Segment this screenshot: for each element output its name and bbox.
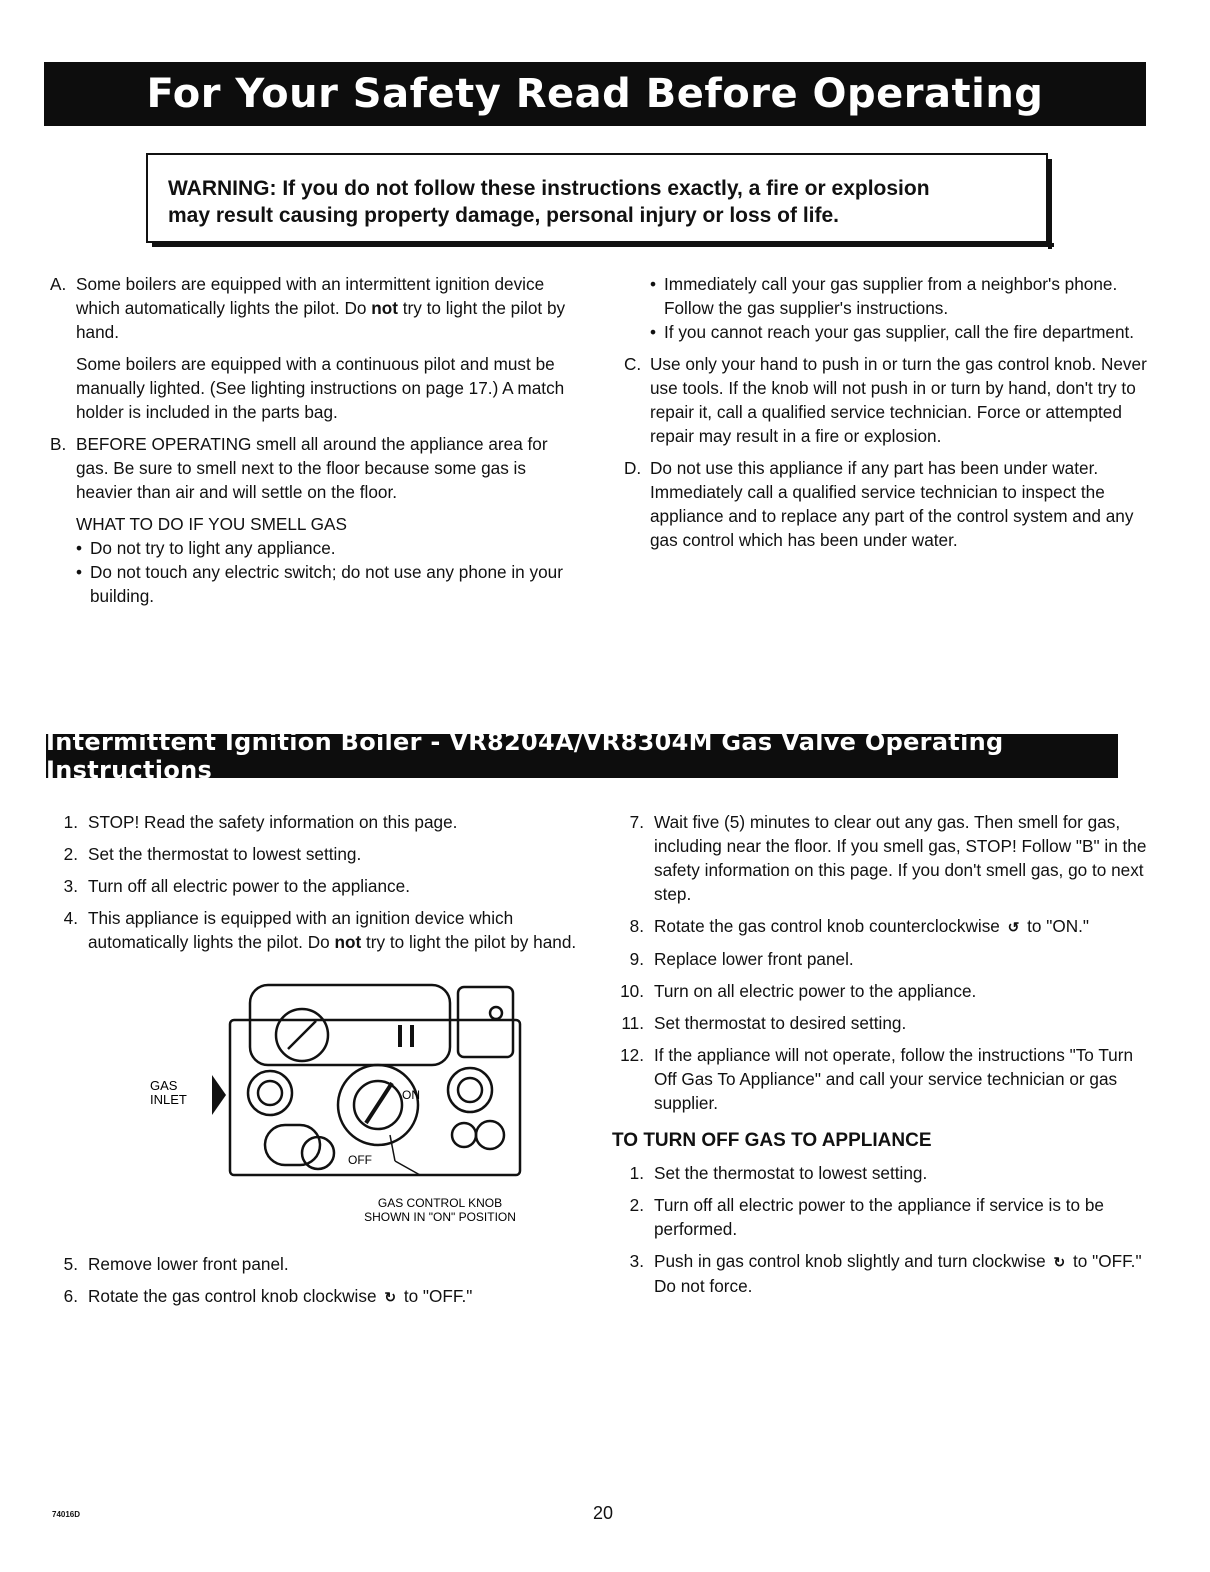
outlet-port-inner bbox=[458, 1078, 482, 1102]
gas-inlet-arrow-icon bbox=[212, 1075, 226, 1115]
text-span: try to light the pilot by hand. bbox=[76, 298, 566, 342]
item-a-paragraph-2: Some boilers are equipped with a continuous pilot and must be manually lighted. (See lighting instructions on page 17.) A match holder is included in the parts bag. bbox=[76, 354, 565, 422]
step-text: to "OFF." bbox=[403, 1286, 473, 1306]
clockwise-arrow-icon: ↻ bbox=[1053, 1254, 1066, 1270]
step-number: 7. bbox=[629, 812, 644, 832]
step-number: 8. bbox=[629, 916, 644, 936]
safety-right-column bbox=[620, 272, 1150, 560]
warning-text bbox=[168, 175, 1038, 229]
step-item bbox=[612, 1011, 1152, 1035]
step-number: 2. bbox=[63, 844, 78, 864]
regulator-slot bbox=[288, 1021, 316, 1049]
step-text: Turn on all electric power to the appliance. bbox=[654, 981, 977, 1001]
step-text: Remove lower front panel. bbox=[88, 1254, 289, 1274]
turnoff-step-item bbox=[612, 1193, 1152, 1241]
step-text: Rotate the gas control knob counterclockwise bbox=[654, 916, 1000, 936]
text-span: Some boilers are equipped with an intermittent ignition device which automatically lights the pilot. Do bbox=[76, 274, 545, 318]
instructions-banner-title: Intermittent Ignition Boiler - VR8204A/VR8304M Gas Valve Operating Instructions bbox=[46, 728, 1004, 784]
warning-box-shadow-right bbox=[1048, 159, 1052, 249]
step-text: This appliance is equipped with an ignition device which automatically lights the pilot. Do bbox=[88, 908, 514, 952]
safety-item-b bbox=[46, 432, 576, 608]
diagram-caption-2: SHOWN IN "ON" POSITION bbox=[364, 1210, 516, 1224]
step-number: 5. bbox=[63, 1254, 78, 1274]
step-number: 11. bbox=[621, 1013, 644, 1033]
bullet-item: • Do not touch any electric switch; do not use any phone in your building. bbox=[76, 560, 576, 608]
safety-item-d bbox=[620, 456, 1150, 552]
item-a-paragraph-1 bbox=[76, 272, 576, 344]
step-text: Set thermostat to desired setting. bbox=[654, 1013, 907, 1033]
pilot-adjust bbox=[265, 1125, 320, 1165]
turnoff-step-item bbox=[612, 1249, 1152, 1298]
inlet-port-inner bbox=[258, 1081, 282, 1105]
step-item bbox=[612, 947, 1152, 971]
steps-right-column bbox=[612, 810, 1152, 1306]
safety-item-a bbox=[46, 272, 576, 424]
clockwise-arrow-icon: ↻ bbox=[384, 1289, 397, 1305]
item-b-paragraph-1: BEFORE OPERATING smell all around the appliance area for gas. Be sure to smell next to the floor because some gas is heavier than air and will settle on the floor. bbox=[76, 434, 548, 502]
step-text: to "OFF." Do not force. bbox=[654, 1251, 1142, 1296]
step-text: try to light the pilot by hand. bbox=[361, 932, 577, 952]
safety-banner-title: For Your Safety Read Before Operating bbox=[146, 71, 1044, 117]
step-number: 6. bbox=[63, 1286, 78, 1306]
bullet-item: • If you cannot reach your gas supplier, call the fire department. bbox=[650, 320, 1150, 344]
safety-banner bbox=[44, 62, 1146, 126]
step-text: to "ON." bbox=[1027, 916, 1090, 936]
warning-box-shadow-bottom bbox=[152, 243, 1054, 247]
step-number: 2. bbox=[629, 1195, 644, 1215]
gas-inlet-label-1: GAS bbox=[150, 1078, 178, 1093]
caption-leader-line bbox=[395, 1161, 420, 1175]
item-label: D. bbox=[624, 458, 642, 478]
step-item bbox=[46, 1284, 581, 1309]
step-number: 4. bbox=[63, 908, 78, 928]
terminal-block bbox=[458, 987, 513, 1057]
off-pointer-line bbox=[390, 1135, 395, 1161]
test-port-2 bbox=[476, 1121, 504, 1149]
step-item bbox=[46, 906, 581, 954]
bold-not: not bbox=[334, 932, 362, 952]
inlet-port bbox=[248, 1071, 292, 1115]
step-text: If the appliance will not operate, follow the instructions "To Turn Off Gas To Appliance" and call your service technician or gas supplier. bbox=[654, 1045, 1134, 1113]
outlet-port bbox=[448, 1068, 492, 1112]
item-label: C. bbox=[624, 354, 642, 374]
steps-left-lower bbox=[46, 1252, 581, 1317]
step-item bbox=[46, 1252, 581, 1276]
smell-gas-heading: WHAT TO DO IF YOU SMELL GAS bbox=[76, 514, 347, 534]
step-text: Wait five (5) minutes to clear out any gas. Then smell for gas, including near the floor. If you smell gas, STOP! Follow "B" in the safety information on this page. If you don't smell gas, go to next step. bbox=[654, 812, 1147, 904]
step-text: Set the thermostat to lowest setting. bbox=[88, 844, 362, 864]
warning-line-1: WARNING: If you do not follow these instructions exactly, a fire or explosion bbox=[168, 177, 930, 200]
step-item bbox=[612, 810, 1152, 906]
bullet-item: • Immediately call your gas supplier from a neighbor's phone. Follow the gas supplier's instructions. bbox=[650, 272, 1150, 320]
step-item bbox=[46, 810, 581, 834]
terminal-screw bbox=[490, 1007, 502, 1019]
step-text: Turn off all electric power to the appliance if service is to be performed. bbox=[654, 1195, 1104, 1239]
safety-item-c bbox=[620, 352, 1150, 448]
document-code: 74016D bbox=[52, 1510, 81, 1519]
knob-pointer bbox=[366, 1083, 392, 1123]
valve-top-housing bbox=[250, 985, 450, 1065]
step-number: 9. bbox=[629, 949, 644, 969]
step-text: Set the thermostat to lowest setting. bbox=[654, 1163, 928, 1183]
step-number: 3. bbox=[63, 876, 78, 896]
gas-valve-diagram bbox=[140, 975, 540, 1225]
item-d-text: Do not use this appliance if any part has been under water. Immediately call a qualified service technician to inspect the appliance and to replace any part of the control system and any gas control which has been under water. bbox=[650, 458, 1134, 550]
bold-not: not bbox=[371, 298, 398, 318]
valve-body bbox=[230, 1020, 520, 1175]
item-label: A. bbox=[50, 274, 67, 294]
step-item bbox=[46, 874, 581, 898]
step-item bbox=[46, 842, 581, 866]
turnoff-step-item bbox=[612, 1161, 1152, 1185]
step-item bbox=[612, 979, 1152, 1003]
bullet-item: • Do not try to light any appliance. bbox=[76, 536, 576, 560]
turn-off-gas-heading: TO TURN OFF GAS TO APPLIANCE bbox=[612, 1130, 932, 1151]
steps-left-column bbox=[46, 810, 581, 962]
step-text: Turn off all electric power to the appliance. bbox=[88, 876, 410, 896]
step-number: 12. bbox=[620, 1045, 644, 1065]
step-text: Push in gas control knob slightly and turn clockwise bbox=[654, 1251, 1046, 1271]
step-text: Replace lower front panel. bbox=[654, 949, 854, 969]
safety-left-column bbox=[46, 272, 576, 616]
step-number: 1. bbox=[629, 1163, 644, 1183]
instructions-banner bbox=[46, 728, 1118, 784]
step-text: Rotate the gas control knob clockwise bbox=[88, 1286, 377, 1306]
step-item bbox=[612, 1043, 1152, 1115]
step-number: 3. bbox=[629, 1251, 644, 1271]
warning-box bbox=[146, 153, 1048, 243]
step-number: 1. bbox=[63, 812, 78, 832]
gas-inlet-label-2: INLET bbox=[150, 1092, 187, 1107]
test-port bbox=[452, 1123, 476, 1147]
diagram-caption-1: GAS CONTROL KNOB bbox=[377, 1196, 503, 1210]
on-label: ON bbox=[402, 1088, 420, 1102]
continued-bullets bbox=[620, 272, 1150, 344]
step-text: STOP! Read the safety information on this page. bbox=[88, 812, 458, 832]
step-item bbox=[612, 914, 1152, 939]
page-number: 20 bbox=[593, 1503, 614, 1523]
off-label: OFF bbox=[348, 1153, 372, 1167]
counterclockwise-arrow-icon: ↺ bbox=[1007, 919, 1020, 935]
warning-line-2: may result causing property damage, personal injury or loss of life. bbox=[168, 204, 840, 227]
item-c-text: Use only your hand to push in or turn the gas control knob. Never use tools. If the knob will not push in or turn by hand, don't try to repair it, call a qualified service technician. Force or attempted repair may result in a fire or explosion. bbox=[650, 354, 1147, 446]
step-number: 10. bbox=[620, 981, 644, 1001]
item-label: B. bbox=[50, 434, 67, 454]
